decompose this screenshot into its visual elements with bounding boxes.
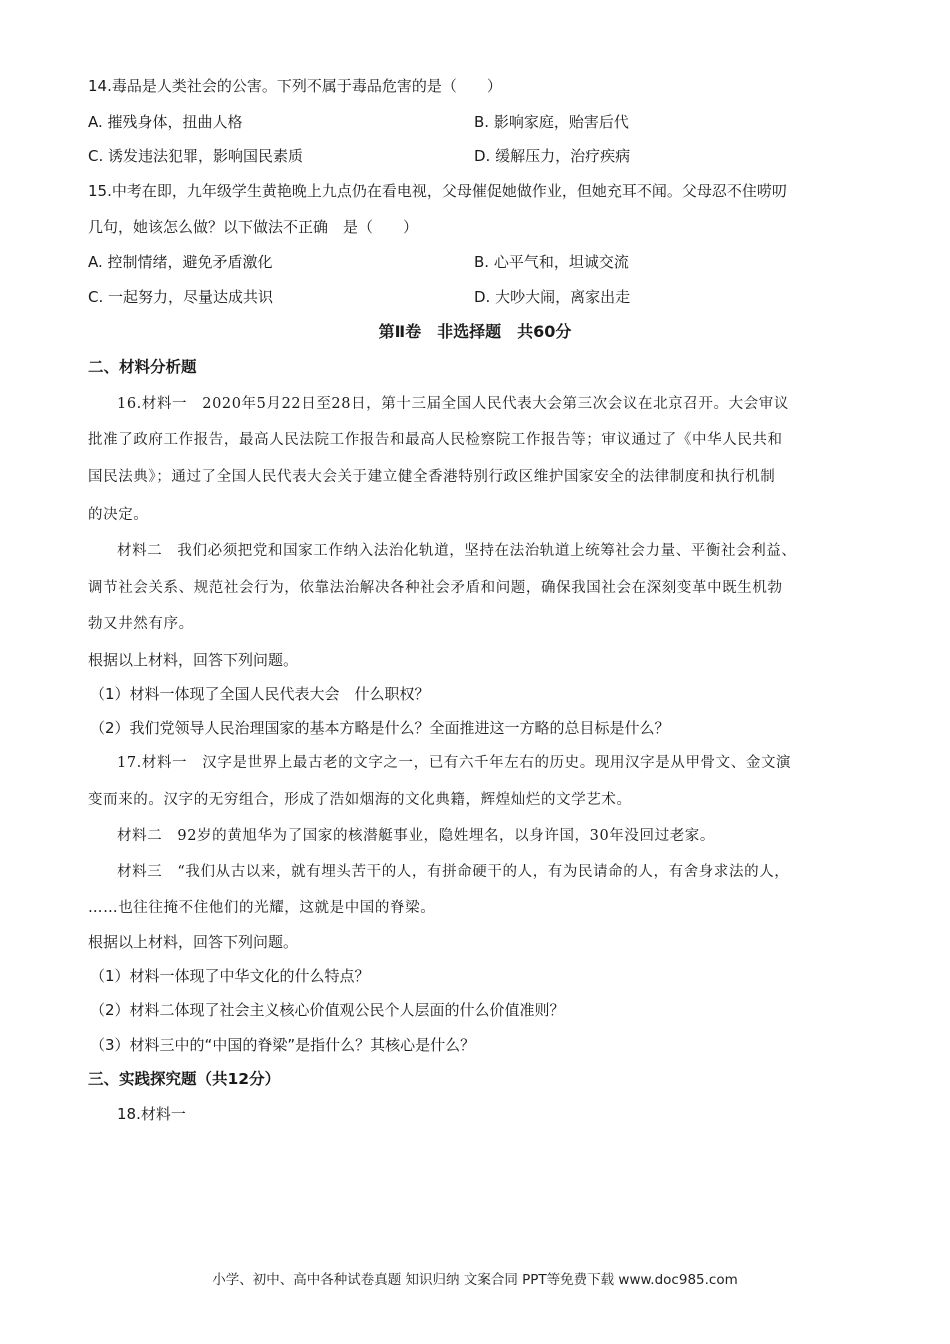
q16-question2: （2）我们党领导人民治理国家的基本方略是什么？全面推进这一方略的总目标是什么？ [90, 719, 670, 737]
q15-option-b: B. 心平气和，坦诚交流 [474, 253, 629, 271]
q17-material3-line2: ……也往往掩不住他们的光耀，这就是中国的脊梁。 [88, 900, 436, 916]
q17-question1: （1）材料一体现了中华文化的什么特点？ [90, 967, 370, 985]
q18-material1: 18.材料一 [117, 1105, 186, 1123]
q16-material2-line3: 勃又井然有序。 [88, 616, 194, 632]
q17-material3-line1: 材料三 “我们从古以来，就有埋头苦干的人，有拼命硬干的人，有为民请命的人，有舍身求法的人， [117, 864, 790, 880]
q17-material1-line1: 17.材料一 汉字是世界上最古老的文字之一，已有六千年左右的历史。现用汉字是从甲骨文、金文演 [117, 755, 792, 771]
q14-option-c: C. 诱发违法犯罪，影响国民素质 [88, 147, 304, 165]
q16-material1-line2: 批准了政府工作报告，最高人民法院工作报告和最高人民检察院工作报告等；审议通过了《中华人民共和 [88, 432, 783, 448]
q16-question1: （1）材料一体现了全国人民代表大会 什么职权？ [90, 685, 430, 703]
q15-stem-line1: 15.中考在即，九年级学生黄艳晚上九点仍在看电视，父母催促她做作业，但她充耳不闻。父母忍不住唠叨 [88, 182, 787, 200]
page-footer: 小学、初中、高中各种试卷真题 知识归纳 文案合同 PPT等免费下载 www.doc985.com [212, 1272, 738, 1288]
q16-material1-line3: 国民法典》；通过了全国人民代表大会关于建立健全香港特别行政区维护国家安全的法律制度和执行机制 [88, 469, 776, 485]
q17-material1-line2: 变而来的。汉字的无穷组合，形成了浩如烟海的文化典籍，辉煌灿烂的文学艺术。 [88, 792, 632, 808]
q15-option-d: D. 大吵大闹，离家出走 [474, 288, 631, 306]
q17-material2: 材料二 92岁的黄旭华为了国家的核潜艇事业，隐姓埋名，以身许国，30年没回过老家。 [117, 828, 715, 844]
q16-prompt: 根据以上材料，回答下列问题。 [88, 651, 299, 669]
q17-prompt: 根据以上材料，回答下列问题。 [88, 933, 299, 951]
q16-material1-line1: 16.材料一 2020年5月22日至28日，第十三届全国人民代表大会第三次会议在北京召开。大会审议 [117, 396, 789, 412]
q14-stem: 14.毒品是人类社会的公害。下列不属于毒品危害的是（ ） [88, 77, 502, 95]
q16-material1-line4: 的决定。 [88, 507, 149, 523]
q16-material2-line2: 调节社会关系、规范社会行为，依靠法治解决各种社会矛盾和问题，确保我国社会在深刻变革中既生机勃 [88, 580, 783, 596]
q16-material2-line1: 材料二 我们必须把党和国家工作纳入法治化轨道，坚持在法治轨道上统筹社会力量、平衡社会利益、 [117, 543, 797, 559]
q15-option-c: C. 一起努力，尽量达成共识 [88, 288, 274, 306]
section2-title: 二、材料分析题 [88, 358, 197, 376]
q14-option-d: D. 缓解压力，治疗疾病 [474, 147, 631, 165]
q14-option-a: A. 摧残身体，扭曲人格 [88, 113, 243, 131]
q15-option-a: A. 控制情绪，避免矛盾激化 [88, 253, 273, 271]
q17-question3: （3）材料三中的“中国的脊梁”是指什么？其核心是什么？ [90, 1036, 476, 1054]
part2-title: 第Ⅱ卷 非选择题 共60分 [378, 322, 572, 341]
section3-title: 三、实践探究题（共12分） [88, 1070, 281, 1088]
q14-option-b: B. 影响家庭，贻害后代 [474, 113, 629, 131]
q15-stem-line2: 几句，她该怎么做？以下做法不正确 是（ ） [88, 218, 419, 236]
q17-question2: （2）材料二体现了社会主义核心价值观公民个人层面的什么价值准则？ [90, 1001, 565, 1019]
